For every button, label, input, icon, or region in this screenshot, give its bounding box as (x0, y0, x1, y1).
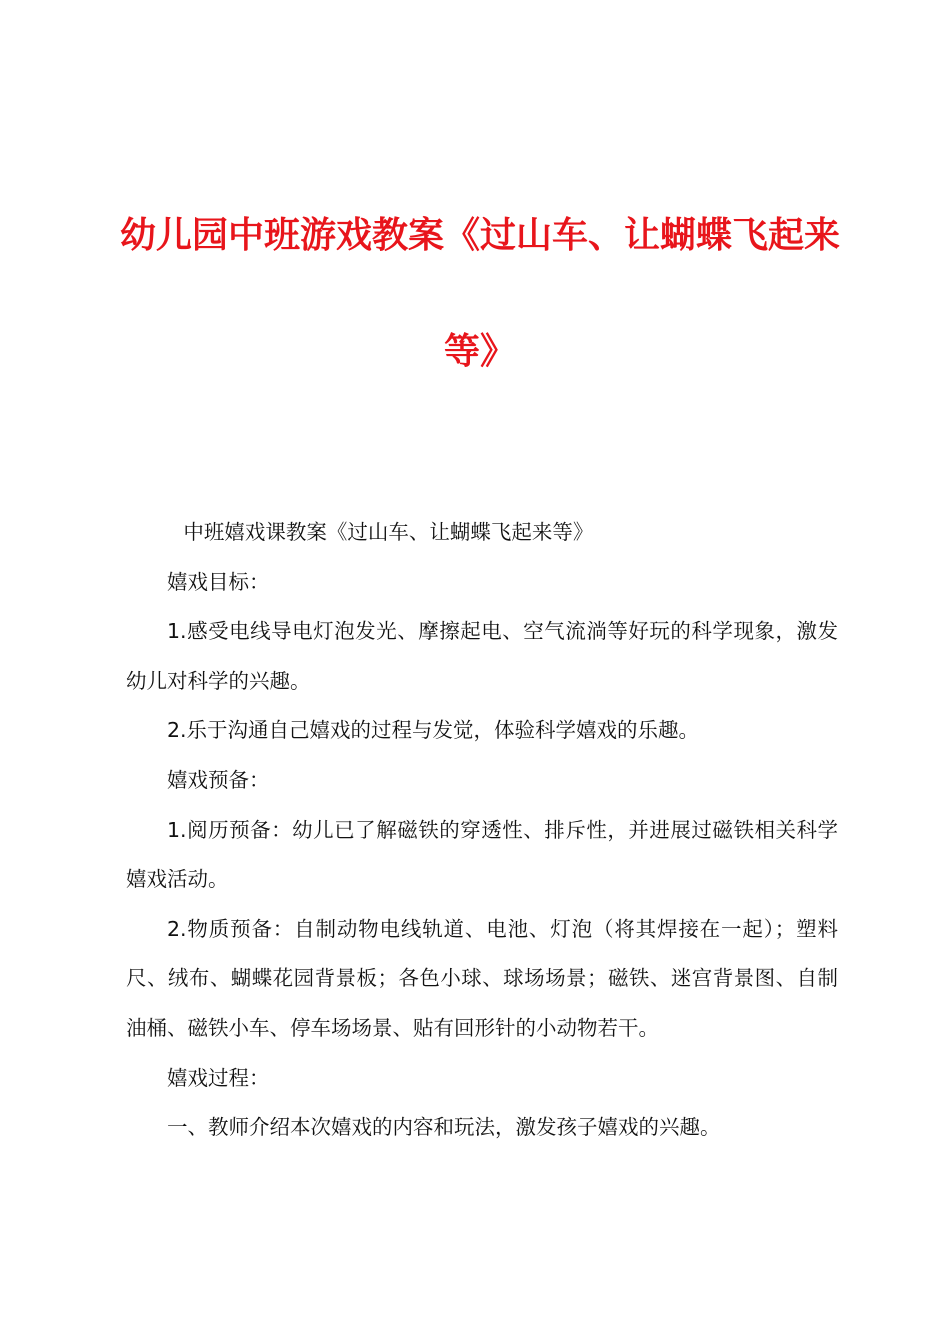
paragraph-goal-1: 1.感受电线导电灯泡发光、摩擦起电、空气流淌等好玩的科学现象，激发幼儿对科学的兴趣。 (126, 619, 838, 693)
section-heading-preparation: 嬉戏预备： (167, 767, 270, 792)
paragraph-goal-2: 2.乐于沟通自己嬉戏的过程与发觉，体验科学嬉戏的乐趣。 (167, 718, 700, 743)
document-body (126, 508, 838, 1153)
document-title-line-2: 等》 (443, 331, 516, 372)
document-title-line-1: 幼儿园中班游戏教案《过山车、让蝴蝶飞起来 (119, 215, 840, 256)
paragraph-preparation-1: 1.阅历预备：幼儿已了解磁铁的穿透性、排斥性，并进展过磁铁相关科学嬉戏活动。 (126, 817, 838, 892)
document-subtitle: 中班嬉戏课教案《过山车、让蝴蝶飞起来等》 (183, 520, 594, 544)
section-heading-goals: 嬉戏目标： (167, 569, 270, 594)
section-heading-process: 嬉戏过程： (167, 1065, 270, 1090)
paragraph-process-1: 一、教师介绍本次嬉戏的内容和玩法，激发孩子嬉戏的兴趣。 (167, 1115, 721, 1140)
paragraph-preparation-2: 2.物质预备：自制动物电线轨道、电池、灯泡（将其焊接在一起）；塑料尺、绒布、蝴蝶花园背景板；各色小球、球场场景；磁铁、迷宫背景图、自制油桶、磁铁小车、停车场场景、贴有回形针的小动物若干。 (126, 916, 838, 1040)
